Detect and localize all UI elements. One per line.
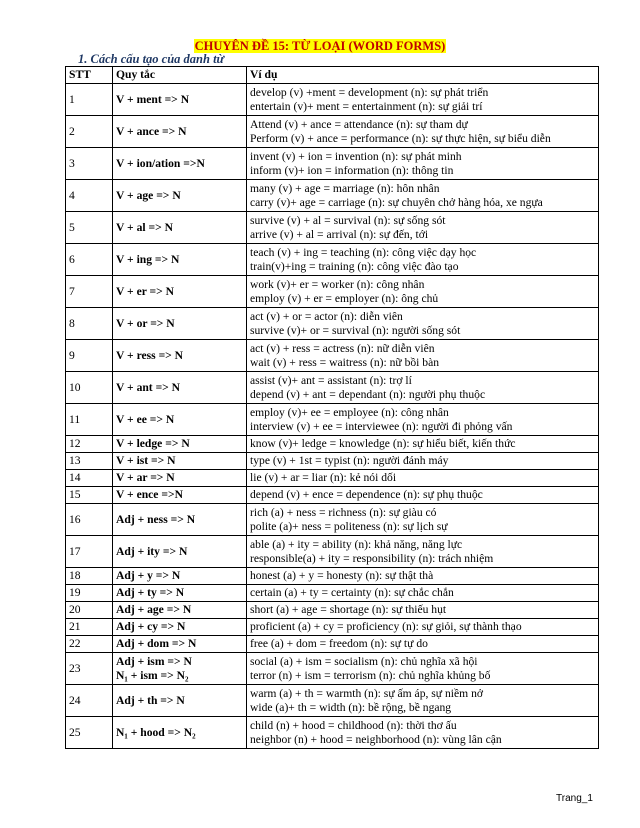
example-cell	[247, 436, 599, 453]
example-line: assist (v)+ ant = assistant (n): trợ lí	[250, 373, 412, 387]
example-line: arrive (v) + al = arrival (n): sự đến, tới	[250, 227, 429, 241]
example-cell	[247, 148, 599, 180]
example-cell	[247, 685, 599, 717]
example-cell	[247, 212, 599, 244]
row-number: 15	[66, 487, 113, 504]
example-line: survive (v)+ or = survival (n): người sống sót	[250, 323, 461, 337]
table-row	[66, 180, 599, 212]
example-cell	[247, 504, 599, 536]
table-row	[66, 276, 599, 308]
rule-line: V + al => N	[116, 220, 173, 234]
header-rule: Quy tắc	[113, 67, 247, 84]
rule-cell	[113, 436, 247, 453]
rule-line: V + er => N	[116, 284, 175, 298]
example-line: polite (a)+ ness = politeness (n): sự lịch sự	[250, 519, 448, 533]
example-line: employ (v) + er = employer (n): ông chủ	[250, 291, 439, 305]
example-line: rich (a) + ness = richness (n): sự giàu có	[250, 505, 437, 519]
example-line: act (v) + or = actor (n): diễn viên	[250, 309, 403, 323]
rule-line: V + ress => N	[116, 348, 184, 362]
example-line: inform (v)+ ion = information (n): thông tin	[250, 163, 454, 177]
example-cell	[247, 487, 599, 504]
example-line: entertain (v)+ ment = entertainment (n): sự giải trí	[250, 99, 483, 113]
rule-cell	[113, 453, 247, 470]
table-row	[66, 568, 599, 585]
example-line: develop (v) +ment = development (n): sự phát triển	[250, 85, 489, 99]
table-row	[66, 244, 599, 276]
rule-line: V + ance => N	[116, 124, 187, 138]
row-number: 9	[66, 340, 113, 372]
rule-cell	[113, 116, 247, 148]
rule-line: V + ar => N	[116, 471, 175, 484]
table-row	[66, 636, 599, 653]
table-row	[66, 436, 599, 453]
table-row	[66, 619, 599, 636]
example-line: wait (v) + ress = waitress (n): nữ bồi bàn	[250, 355, 440, 369]
rule-line: Adj + ism => N	[116, 654, 192, 668]
rule-cell	[113, 685, 247, 717]
example-line: invent (v) + ion = invention (n): sự phát minh	[250, 149, 462, 163]
page-number: Trang_1	[556, 793, 593, 804]
example-cell	[247, 308, 599, 340]
rule-cell	[113, 212, 247, 244]
example-cell	[247, 536, 599, 568]
example-line: Attend (v) + ance = attendance (n): sự tham dự	[250, 117, 468, 131]
example-cell	[247, 717, 599, 749]
rule-cell	[113, 536, 247, 568]
example-cell	[247, 116, 599, 148]
table-row	[66, 685, 599, 717]
example-line: interview (v) + ee = interviewee (n): người đi phỏng vấn	[250, 419, 513, 433]
row-number: 2	[66, 116, 113, 148]
table-row	[66, 453, 599, 470]
row-number: 21	[66, 619, 113, 636]
table-row	[66, 404, 599, 436]
rule-line: Adj + ity => N	[116, 544, 188, 558]
example-cell	[247, 636, 599, 653]
rule-line: V + ist => N	[116, 454, 176, 467]
rule-cell	[113, 487, 247, 504]
example-line: responsible(a) + ity = responsibility (n): trách nhiệm	[250, 551, 494, 565]
rule-line: Adj + ness => N	[116, 512, 196, 526]
row-number: 17	[66, 536, 113, 568]
example-cell	[247, 84, 599, 116]
table-header-row	[66, 67, 599, 84]
rule-cell	[113, 84, 247, 116]
example-line: terror (n) + ism = terrorism (n): chủ nghĩa khủng bố	[250, 668, 491, 682]
example-line: work (v)+ er = worker (n): công nhân	[250, 277, 425, 291]
table-row	[66, 308, 599, 340]
table-row	[66, 372, 599, 404]
rule-cell	[113, 404, 247, 436]
example-line: neighbor (n) + hood = neighborhood (n): vùng lân cận	[250, 732, 502, 746]
example-line: warm (a) + th = warmth (n): sự ấm áp, sự niềm nở	[250, 686, 484, 700]
table-row	[66, 536, 599, 568]
example-line: survive (v) + al = survival (n): sự sống sót	[250, 213, 446, 227]
rule-cell	[113, 148, 247, 180]
rule-cell	[113, 470, 247, 487]
rule-cell	[113, 504, 247, 536]
example-line: depend (v) + ant = dependant (n): người phụ thuộc	[250, 387, 486, 401]
example-cell	[247, 470, 599, 487]
example-line: Perform (v) + ance = performance (n): sự thực hiện, sự biểu diễn	[250, 131, 551, 145]
row-number: 10	[66, 372, 113, 404]
row-number: 20	[66, 602, 113, 619]
rule-line: N₁ + ism => N₂	[116, 668, 189, 682]
rule-line: V + ledge => N	[116, 437, 190, 450]
example-cell	[247, 276, 599, 308]
example-cell	[247, 602, 599, 619]
example-cell	[247, 619, 599, 636]
header-example: Ví dụ	[247, 67, 599, 84]
rule-cell	[113, 276, 247, 308]
rule-cell	[113, 180, 247, 212]
rule-line: Adj + th => N	[116, 693, 185, 707]
row-number: 7	[66, 276, 113, 308]
example-line: certain (a) + ty = certainty (n): sự chắc chắn	[250, 586, 454, 599]
row-number: 18	[66, 568, 113, 585]
row-number: 6	[66, 244, 113, 276]
example-line: employ (v)+ ee = employee (n): công nhân	[250, 405, 449, 419]
example-cell	[247, 453, 599, 470]
example-line: act (v) + ress = actress (n): nữ diễn viên	[250, 341, 435, 355]
example-cell	[247, 585, 599, 602]
table-row	[66, 602, 599, 619]
table-row	[66, 487, 599, 504]
example-line: know (v)+ ledge = knowledge (n): sự hiểu biết, kiến thức	[250, 437, 516, 450]
rule-cell	[113, 636, 247, 653]
rule-cell	[113, 653, 247, 685]
rule-cell	[113, 585, 247, 602]
example-line: train(v)+ing = training (n): công việc đào tạo	[250, 259, 459, 273]
example-line: teach (v) + ing = teaching (n): công việc dạy học	[250, 245, 477, 259]
table-row	[66, 212, 599, 244]
example-line: social (a) + ism = socialism (n): chủ nghĩa xã hội	[250, 654, 478, 668]
rule-cell	[113, 602, 247, 619]
example-line: short (a) + age = shortage (n): sự thiếu hụt	[250, 603, 447, 616]
rule-line: Adj + cy => N	[116, 620, 186, 633]
example-cell	[247, 372, 599, 404]
document-title: CHUYÊN ĐỀ 15: TỪ LOẠI (WORD FORMS)	[194, 39, 446, 53]
example-line: wide (a)+ th = width (n): bề rộng, bề ngang	[250, 700, 452, 714]
example-line: lie (v) + ar = liar (n): kẻ nói dối	[250, 471, 397, 484]
row-number: 1	[66, 84, 113, 116]
row-number: 19	[66, 585, 113, 602]
example-cell	[247, 404, 599, 436]
rule-line: V + ence =>N	[116, 488, 183, 501]
rule-line: Adj + y => N	[116, 569, 181, 582]
row-number: 23	[66, 653, 113, 685]
table-row	[66, 470, 599, 487]
example-line: many (v) + age = marriage (n): hôn nhân	[250, 181, 440, 195]
rule-line: V + ion/ation =>N	[116, 156, 205, 170]
rule-cell	[113, 717, 247, 749]
rule-line: Adj + dom => N	[116, 637, 197, 650]
rule-line: V + or => N	[116, 316, 175, 330]
row-number: 16	[66, 504, 113, 536]
example-line: proficient (a) + cy = proficiency (n): sự giỏi, sự thành thạo	[250, 620, 522, 633]
row-number: 4	[66, 180, 113, 212]
example-line: able (a) + ity = ability (n): khả năng, năng lực	[250, 537, 463, 551]
example-line: depend (v) + ence = dependence (n): sự phụ thuộc	[250, 488, 483, 501]
rule-cell	[113, 372, 247, 404]
table-row	[66, 653, 599, 685]
example-cell	[247, 180, 599, 212]
table-row	[66, 585, 599, 602]
table-row	[66, 84, 599, 116]
rule-line: V + ing => N	[116, 252, 180, 266]
row-number: 5	[66, 212, 113, 244]
example-cell	[247, 244, 599, 276]
rule-line: N₁ + hood => N₂	[116, 725, 196, 739]
rule-cell	[113, 568, 247, 585]
row-number: 24	[66, 685, 113, 717]
header-stt: STT	[66, 67, 113, 84]
rule-line: V + ee => N	[116, 412, 175, 426]
table-row	[66, 504, 599, 536]
rule-line: V + ant => N	[116, 380, 181, 394]
example-cell	[247, 653, 599, 685]
table-row	[66, 340, 599, 372]
word-forms-table	[65, 66, 599, 749]
example-line: child (n) + hood = childhood (n): thời thơ ấu	[250, 718, 457, 732]
rule-cell	[113, 308, 247, 340]
table-row	[66, 717, 599, 749]
row-number: 13	[66, 453, 113, 470]
rule-cell	[113, 244, 247, 276]
example-line: honest (a) + y = honesty (n): sự thật thà	[250, 569, 434, 582]
rule-line: Adj + age => N	[116, 603, 192, 616]
example-line: type (v) + 1st = typist (n): người đánh máy	[250, 454, 449, 467]
rule-line: V + age => N	[116, 188, 181, 202]
rule-cell	[113, 619, 247, 636]
table-row	[66, 148, 599, 180]
row-number: 8	[66, 308, 113, 340]
example-cell	[247, 568, 599, 585]
row-number: 11	[66, 404, 113, 436]
row-number: 12	[66, 436, 113, 453]
row-number: 14	[66, 470, 113, 487]
example-cell	[247, 340, 599, 372]
rule-line: V + ment => N	[116, 92, 190, 106]
table-row	[66, 116, 599, 148]
rule-line: Adj + ty => N	[116, 586, 185, 599]
example-line: carry (v)+ age = carriage (n): sự chuyên chở hàng hóa, xe ngựa	[250, 195, 543, 209]
row-number: 25	[66, 717, 113, 749]
section-heading: 1. Cách cấu tạo của danh từ	[78, 52, 225, 66]
example-line: free (a) + dom = freedom (n): sự tự do	[250, 637, 428, 650]
rule-cell	[113, 340, 247, 372]
row-number: 3	[66, 148, 113, 180]
row-number: 22	[66, 636, 113, 653]
